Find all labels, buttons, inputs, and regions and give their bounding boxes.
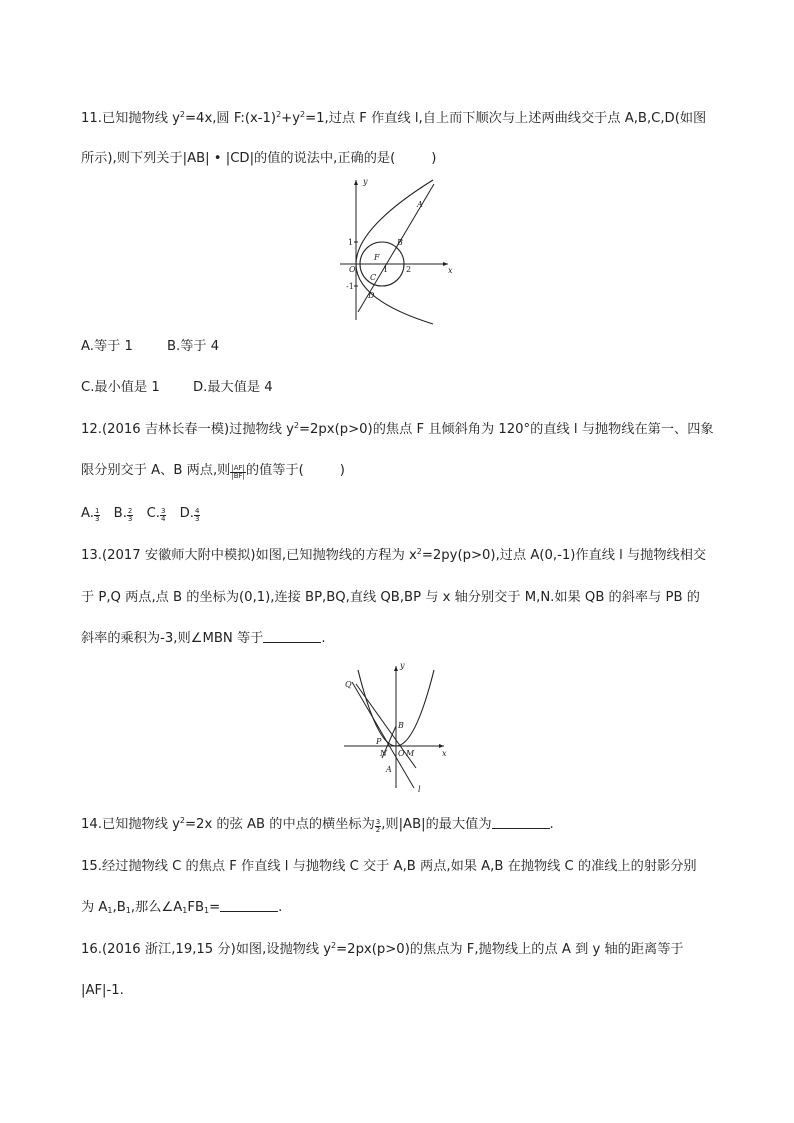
q12-option-C[interactable]: C. $\frac{3}{4}$ [146,506,166,523]
q11-figure [330,172,470,330]
q12-line2: 限分别交于 A、B 两点,则 $\frac{|AF|}{|BF|}$ 的值等于( ) [81,463,345,480]
q13-line-l: l [418,785,421,794]
q13-line2: 于 P,Q 两点,点 B 的坐标为(0,1),连接 BP,BQ,直线 QB,BP 与 x 轴分别交于 M,N.如果 QB 的斜率与 PB 的 [81,590,700,605]
q12-line1: 12.(2016 吉林长春一模)过抛物线 $y^2=2px(p>0)$的焦点 F 且倾斜角为 120°的直线 l 与抛物线在第一、四象 [81,421,714,437]
q15-line1: 15.经过抛物线 C 的焦点 F 作直线 l 与抛物线 C 交于 A,B 两点,如果 A,B 在抛物线 C 的准线上的射影分别 [81,859,697,874]
q13-point-N: N [380,749,387,758]
q12-option-A[interactable]: A. $\frac{1}{3}$ [81,506,100,523]
q13-point-M: M [406,749,415,758]
q11-option-B[interactable]: B.等于 4 [167,339,220,354]
q11-x-label: x [448,266,453,275]
q14-answer-blank[interactable] [492,816,550,829]
q13-origin-O: O [398,749,405,758]
q13-y-label: y [400,661,405,670]
q12-ratio-fraction: $\frac{|AF|}{|BF|}$ [231,464,245,480]
q11-line2: 所示),则下列关于|AB| • |CD|的值的说法中,正确的是( ) [81,151,437,166]
q11-point-A: A [417,200,423,209]
q11-origin-label: O [349,265,356,274]
q13-figure [338,660,458,798]
q11-line1: 11.已知抛物线 $y^2=4x$,圆 $F:(x-1)^2+y^2=1$,过点 F 作直线 l,自上而下顺次与上述两曲线交于点 A,B,C,D(如图 [81,110,707,126]
q11-option-A[interactable]: A.等于 1 [81,339,133,354]
q11-tick-1: 1 [383,265,389,274]
q13-point-P: P [376,737,382,746]
q13-x-label: x [442,749,447,758]
q13-point-Q: Q [345,680,352,689]
q11-tick-2: 2 [406,265,412,274]
q11-ytick-neg1: -1 [346,282,354,291]
q13-point-A: A [386,765,392,774]
q14-fraction: $\frac{3}{2}$ [375,818,381,834]
q14-line: 14.已知抛物线 $y^2=2x$ 的弦 AB 的中点的横坐标为 $\frac{3}{2}$ ,则|AB|的最大值为 . [81,816,554,834]
q13-line3: 斜率的乘积为-3,则∠MBN 等于 . [81,631,326,646]
q13-line1: 13.(2017 安徽师大附中模拟)如图,已知抛物线的方程为 $x^2=2py(p>0)$,过点 A(0,-1)作直线 l 与抛物线相交 [81,547,707,563]
q11-options-ab [81,338,219,356]
q11-option-D[interactable]: D.最大值是 4 [193,380,273,395]
q11-point-D: D [368,291,375,300]
q11-option-C[interactable]: C.最小值是 1 [81,380,160,395]
q16-line2: |AF|-1. [81,983,124,998]
q12-option-B[interactable]: B. $\frac{2}{3}$ [113,506,133,523]
q11-y-label: y [363,177,368,186]
q11-point-B: B [397,238,403,247]
q11-point-C: C [370,273,377,282]
q16-line1: 16.(2016 浙江,19,15 分)如图,设抛物线 $y^2=2px(p>0)$的焦点为 F,抛物线上的点 A 到 y 轴的距离等于 [81,941,684,957]
q11-ytick-1: 1 [348,238,354,247]
q15-answer-blank[interactable] [220,899,278,912]
q11-point-F: F [374,253,380,262]
q13-point-B: B [398,721,404,730]
q15-line2: 为 $A_1,B_1$,那么$\angle A_1FB_1=$ . [81,900,283,915]
q11-options-cd [81,379,273,397]
q13-answer-blank[interactable] [263,630,321,643]
q12-options [81,505,200,523]
q12-option-D[interactable]: D. $\frac{4}{3}$ [179,506,200,523]
